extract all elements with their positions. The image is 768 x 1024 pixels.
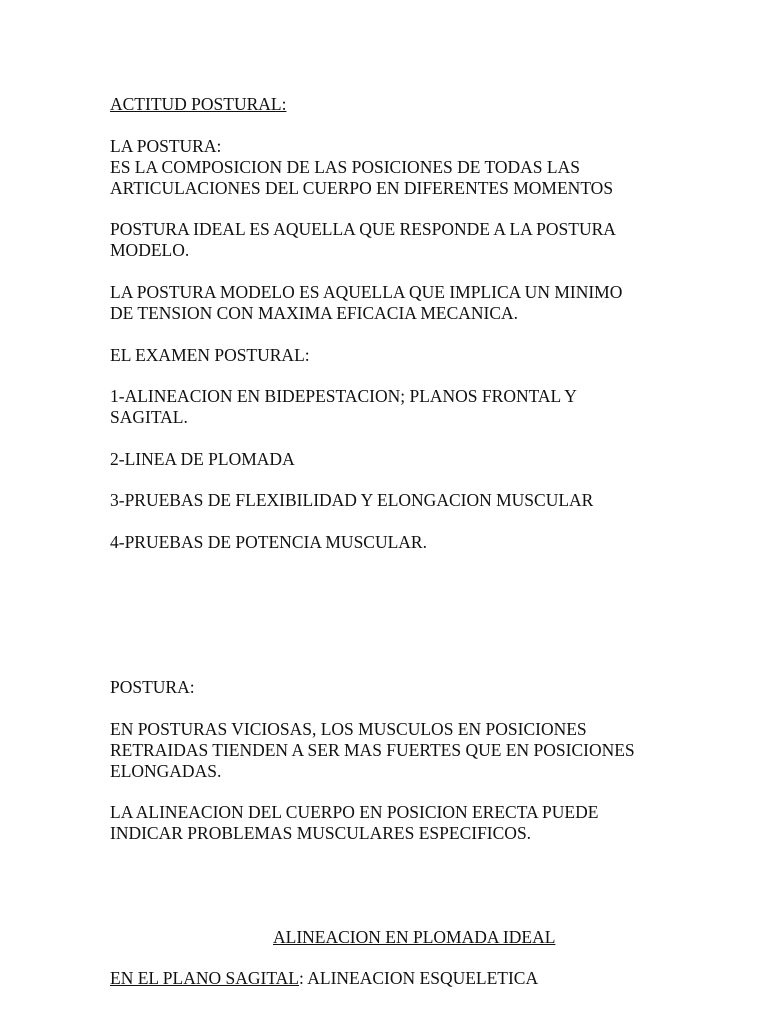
sagital-line (110, 968, 538, 989)
sagital-rest: : ALINEACION ESQUELETICA (298, 968, 539, 988)
examen-item-1-line-1: 1-ALINEACION EN BIDEPESTACION; PLANOS FRONTAL Y (110, 386, 577, 406)
alineacion-line-1: LA ALINEACION DEL CUERPO EN POSICION ERECTA PUEDE (110, 802, 599, 822)
examen-item-2: 2-LINEA DE PLOMADA (110, 449, 295, 469)
postura-2-heading: POSTURA: (110, 677, 195, 697)
alineacion-line-2: INDICAR PROBLEMAS MUSCULARES ESPECIFICOS. (110, 823, 532, 843)
examen-heading: EL EXAMEN POSTURAL: (110, 345, 310, 365)
document-title: ACTITUD POSTURAL: (110, 94, 287, 114)
examen-item-3: 3-PRUEBAS DE FLEXIBILIDAD Y ELONGACION MUSCULAR (110, 490, 594, 510)
examen-item-4: 4-PRUEBAS DE POTENCIA MUSCULAR. (110, 532, 427, 552)
postura-heading: LA POSTURA: (110, 136, 222, 156)
postura-definition-line-1: ES LA COMPOSICION DE LAS POSICIONES DE TODAS LAS (110, 157, 580, 177)
viciosas-line-2: RETRAIDAS TIENDEN A SER MAS FUERTES QUE EN POSICIONES (110, 740, 635, 760)
postura-modelo-line-2: DE TENSION CON MAXIMA EFICACIA MECANICA. (110, 303, 519, 323)
postura-ideal-line-1: POSTURA IDEAL ES AQUELLA QUE RESPONDE A LA POSTURA (110, 219, 616, 239)
viciosas-line-3: ELONGADAS. (110, 761, 222, 781)
viciosas-line-1: EN POSTURAS VICIOSAS, LOS MUSCULOS EN POSICIONES (110, 719, 587, 739)
plomada-heading: ALINEACION EN PLOMADA IDEAL (273, 927, 556, 947)
postura-definition-line-2: ARTICULACIONES DEL CUERPO EN DIFERENTES MOMENTOS (110, 178, 614, 198)
examen-item-1-line-2: SAGITAL. (110, 407, 188, 427)
sagital-label: EN EL PLANO SAGITAL (110, 968, 299, 988)
postura-ideal-line-2: MODELO. (110, 240, 190, 260)
postura-modelo-line-1: LA POSTURA MODELO ES AQUELLA QUE IMPLICA UN MINIMO (110, 282, 623, 302)
